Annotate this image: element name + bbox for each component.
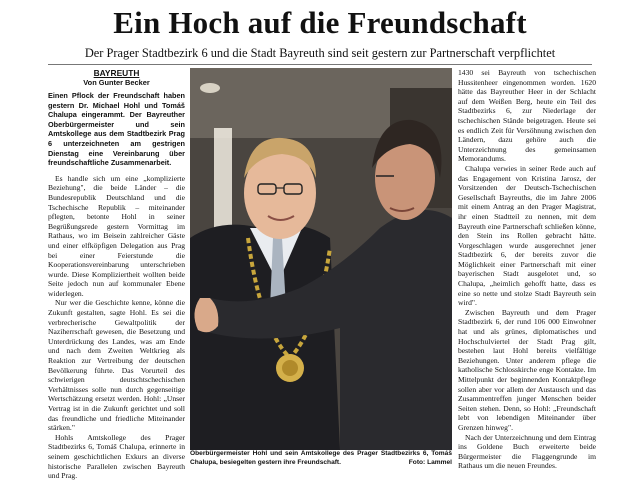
body-paragraph: Nur wer die Geschichte kenne, könne die Zukunft gestalten, sagte Hohl. Es sei die verbrecherische Gewaltpolitik der Naziherrschaft gewesen, die Besetzung und Unterdrückung des Landes, was am Ende und nach dem Zweiten Weltkrieg als Reaktion zur Vertreibung der deutschen Bevölkerung führte. Das Vorurteil des schwierigen deutschtschechischen Verhältnisses solle nun durch gegenseitige Wertschätzung ersetzt werden. Hohl: „Unser Vertrag ist in die Zukunft gerichtet und soll das freundliche und friedliche Miteinander stärken." [48,298,185,433]
subheadline: Der Prager Stadtbezirk 6 und die Stadt Bayreuth sind seit gestern zur Partnerschaft verpflichtet [84,46,556,60]
news-photo [190,68,452,450]
body-paragraph: Nach der Unterzeichnung und dem Eintrag ins Goldene Buch erweiterte beide Bürgermeister die Flaggengrunde im Rathaus um die neuen Freundes. [458,432,596,471]
photo-caption [190,450,452,467]
body-paragraph: Chalupa verwies in seiner Rede auch auf das Engagement von Kristina Jarosz, der Vorsitzenden der Deutsch-Tschechischen Gesellschaft Bayreuths, die im Jahre 2006 mit einem Antrag an den Prager Magistrat, ihr einen Stadtteil zu nennen, mit dem Bayreuth eine Partnerschaft schließen könne, den Stein ins Rollen gebracht hätte. Vorgeschlagen wurde ausgerechnet jener Stadtbezirk 6, der bereits zuvor die Möglichkeit einer Partnerschaft mit einer bayerischen Stadt ausgelotet und, so Chalupa, „heimlich gehofft hatte, dass es eine so nette und stolze Stadt Bayreuth sein wird". [458,163,596,308]
lead-paragraph: Einen Pflock der Freundschaft haben gestern Dr. Michael Hohl und Tomáš Chalupa eingerammt. Der Bayreuther Oberbürgermeister und sein Amtskollege aus dem Stadtbezirk Prag 6 unterzeichneten am gestrigen Dienstag eine Vereinbarung über freundschaftliche Zusammenarbeit. [48,91,185,168]
body-paragraph: Zwischen Bayreuth und dem Prager Stadtbezirk 6, der rund 106 000 Einwohner hat und als grünes, diplomatisches und Hochschulviertel der Stadt Prag gilt, bestehen laut Hohl bereits vielfältige Beziehungen. Unter anderem pflege die katholische Schlosskirche enge Kontakte. Im Mittelpunkt der beginnenden Kontaktpflege sollen aber vor allem der Austausch und das Zusammentreffen junger Menschen beider Seiten stehen. Denn, so Hohl: „Freundschaft lebt von lebendigen Miteinander über Grenzen hinweg". [458,307,596,432]
article-column-right [458,68,596,471]
dateline: BAYREUTH [93,68,140,78]
article-column-left [48,68,185,481]
headline: Ein Hoch auf die Freundschaft [113,5,527,40]
body-paragraph: Es handle sich um eine „komplizierte Beziehung", die beide Länder – die Bundesrepublik Deutschland und die Tschechische Republik – miteinander pflegten, betonte Hohl in seiner Begrüßungsrede gestern Vormittag im Rathaus, wo im Beisein zahlreicher Gäste und einer elfköpfigen Delegation aus Prag bei einer Feierstunde die Kooperationsvereinbarung unterschrieben wurde. Diese Kompliziertheit wollten beide Seite jedoch nun auf kommunaler Ebene widerlegen. [48,173,185,298]
body-paragraph: Hohls Amtskollege des Prager Stadtbezirks 6, Tomáš Chalupa, erinnerte in seinem geschichtlichen Exkurs an diverse historische Parallelen zwischen Bayreuth und Prag. [48,432,185,481]
body-paragraph: 1430 sei Bayreuth von tschechischen Hussitenheer eingenommen worden. 1620 hätte das Bayreuther Heer in der Schlacht auf dem Weißen Berg, heute ein Teil des Stadtbezirks 6, zur Niederlage der tschechischen Stände beigetragen. Heute sei es endlich Zeit für Versöhnung zwischen den Ländern, dazu gehöre auch die Unterzeichnung des gemeinsamen Memorandums. [458,68,596,164]
divider-rule [48,64,592,65]
caption-text: Oberbürgermeister Hohl und sein Amtskollege des Prager Stadtbezirks 6, Tomáš Chalupa, besiegelten gestern ihre Freundschaft. [190,450,452,466]
photo-credit: Foto: Lammel [408,458,452,466]
photo-image [190,68,452,450]
byline: Von Gunter Becker [83,78,150,87]
